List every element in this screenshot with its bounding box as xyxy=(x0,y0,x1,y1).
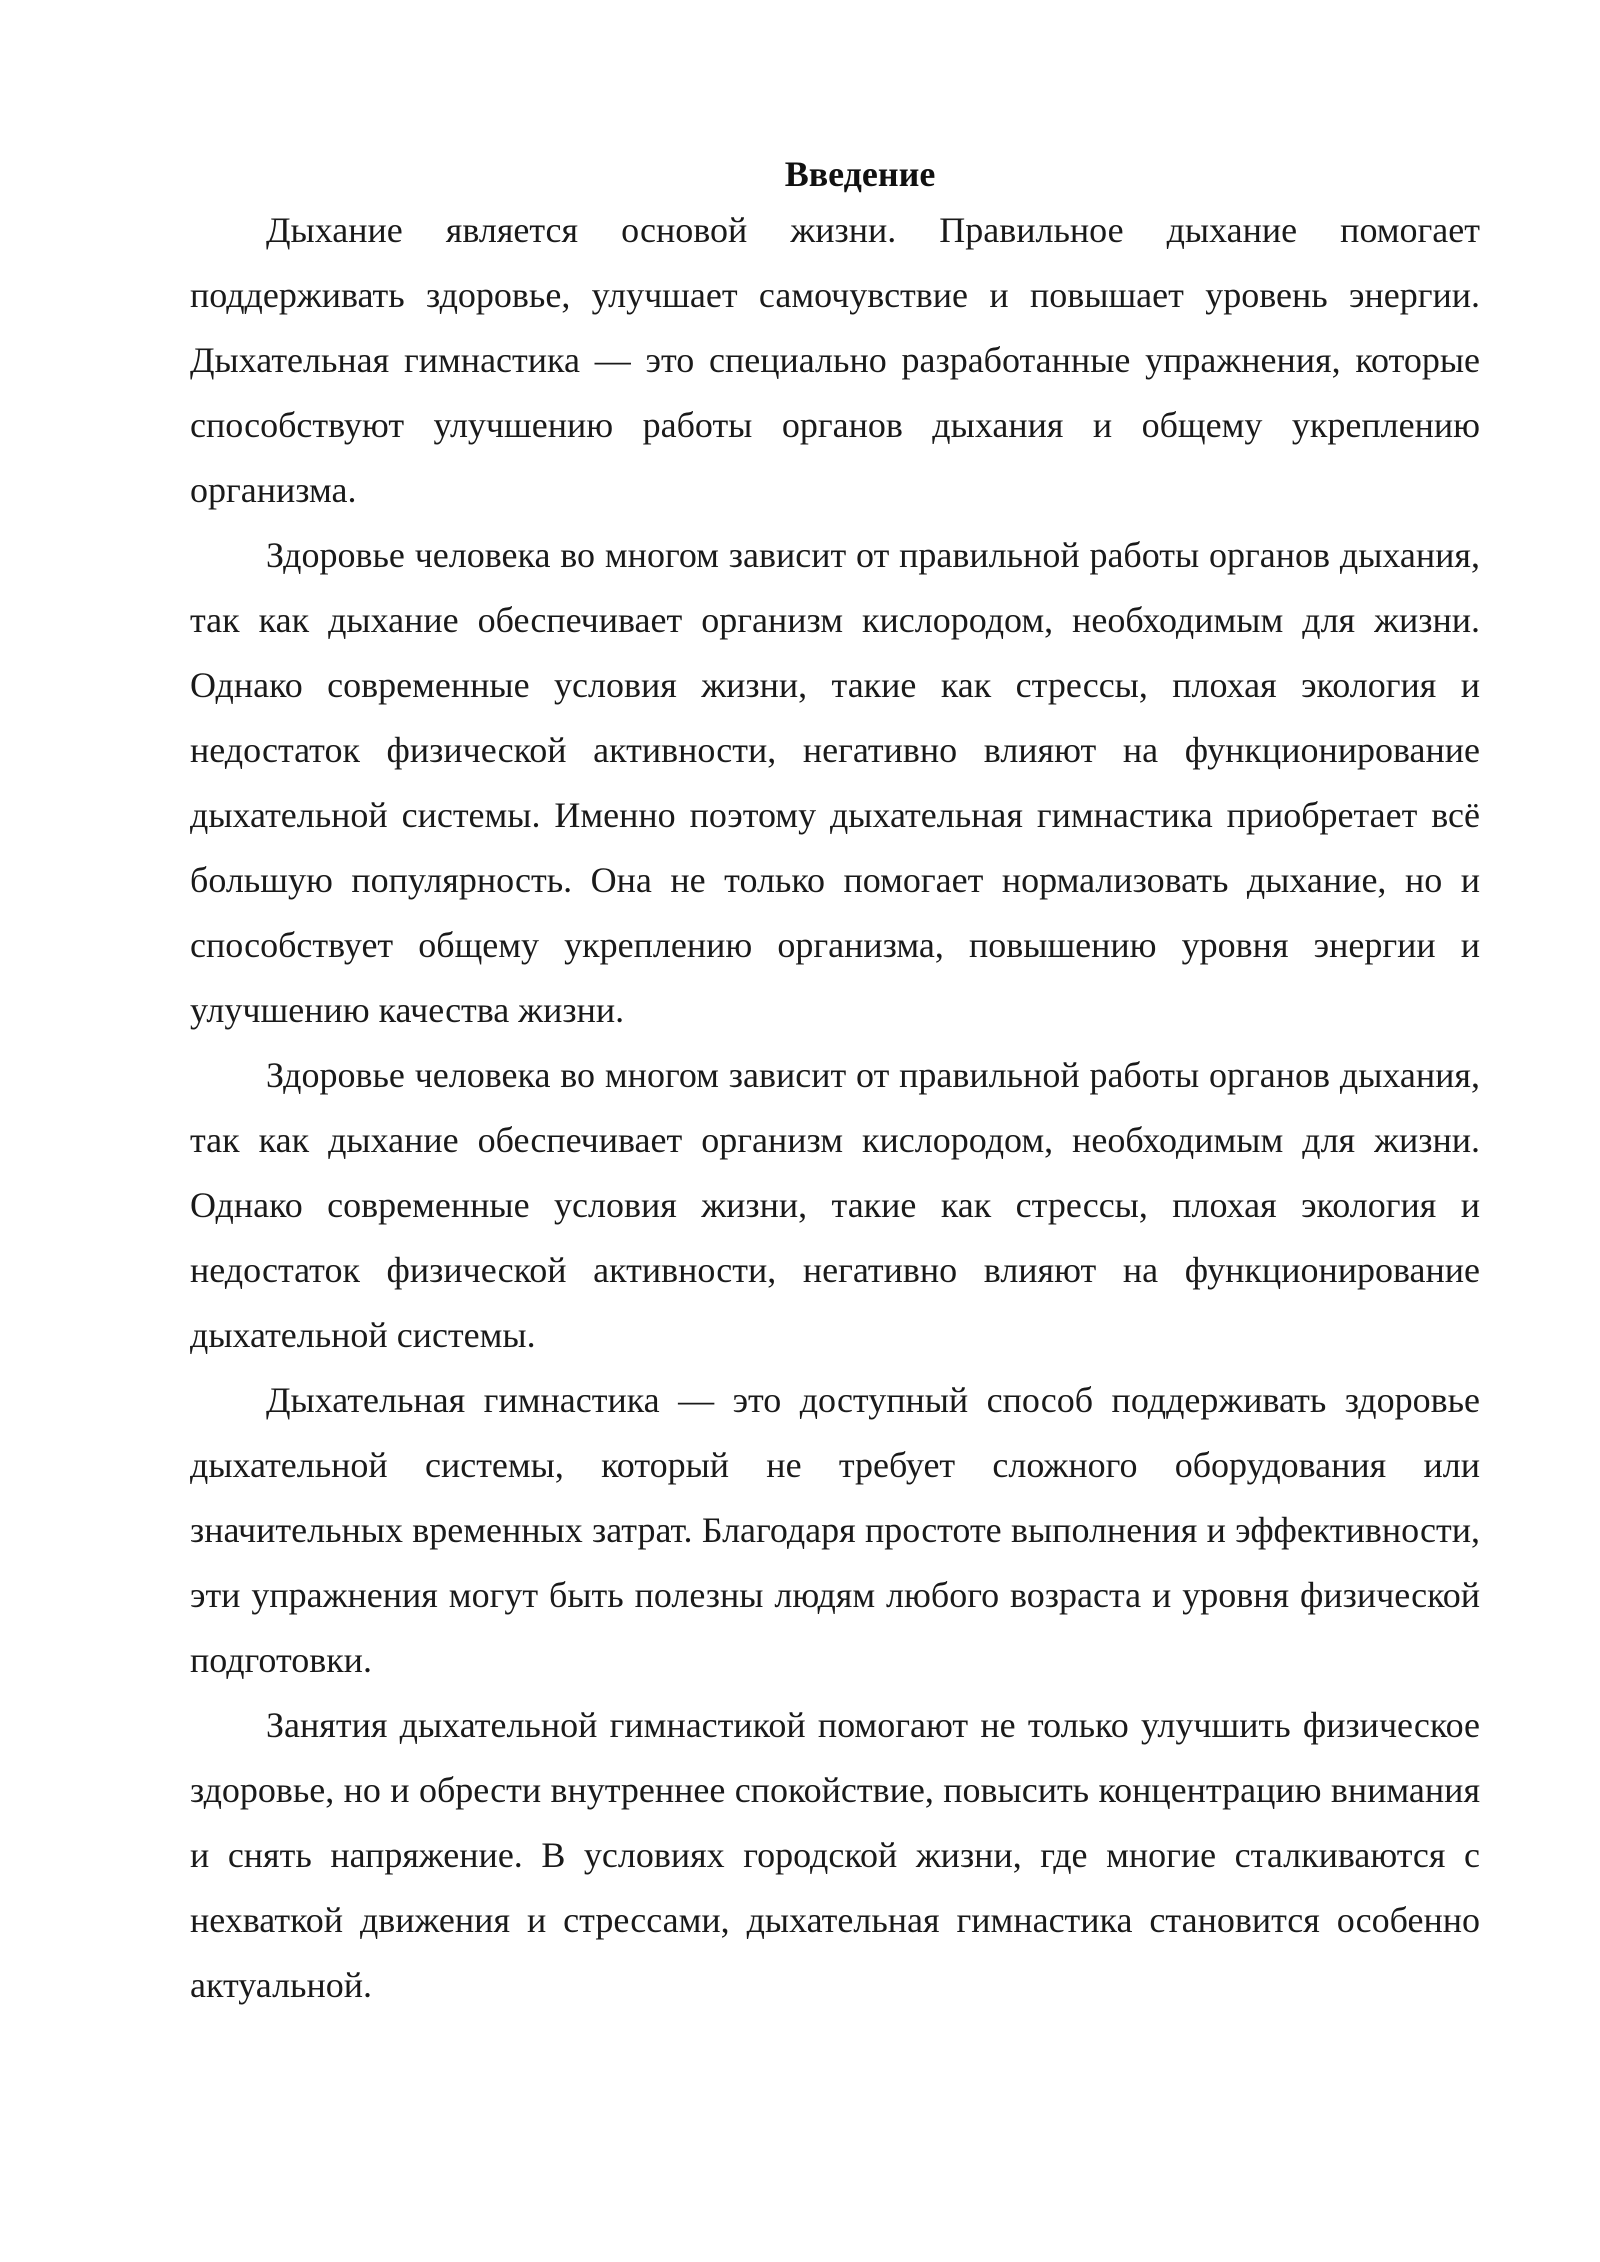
document-body xyxy=(190,150,1480,2018)
paragraph-2: Здоровье человека во многом зависит от правильной работы органов дыхания, так как дыхание обеспечивает организм кислородом, необходимым для жизни. Однако современные условия жизни, такие как стрессы, плохая экология и недостаток физической активности, негативно влияют на функционирование дыхательной системы. Именно поэтому дыхательная гимнастика приобретает всё большую популярность. Она не только помогает нормализовать дыхание, но и способствует общему укреплению организма, повышению уровня энергии и улучшению качества жизни. xyxy=(190,535,1480,1030)
paragraph-1: Дыхание является основой жизни. Правильное дыхание помогает поддерживать здоровье, улучшает самочувствие и повышает уровень энергии. Дыхательная гимнастика — это специально разработанные упражнения, которые способствуют улучшению работы органов дыхания и общему укреплению организма. xyxy=(190,210,1480,510)
paragraph-5: Занятия дыхательной гимнастикой помогают не только улучшить физическое здоровье, но и обрести внутреннее спокойствие, повысить концентрацию внимания и снять напряжение. В условиях городской жизни, где многие сталкиваются с нехваткой движения и стрессами, дыхательная гимнастика становится особенно актуальной. xyxy=(190,1705,1480,2005)
page-title: Введение xyxy=(784,154,936,194)
paragraph-3: Здоровье человека во многом зависит от правильной работы органов дыхания, так как дыхание обеспечивает организм кислородом, необходимым для жизни. Однако современные условия жизни, такие как стрессы, плохая экология и недостаток физической активности, негативно влияют на функционирование дыхательной системы. xyxy=(190,1055,1480,1355)
paragraph-4: Дыхательная гимнастика — это доступный способ поддерживать здоровье дыхательной системы, который не требует сложного оборудования или значительных временных затрат. Благодаря простоте выполнения и эффективности, эти упражнения могут быть полезны людям любого возраста и уровня физической подготовки. xyxy=(190,1380,1480,1680)
